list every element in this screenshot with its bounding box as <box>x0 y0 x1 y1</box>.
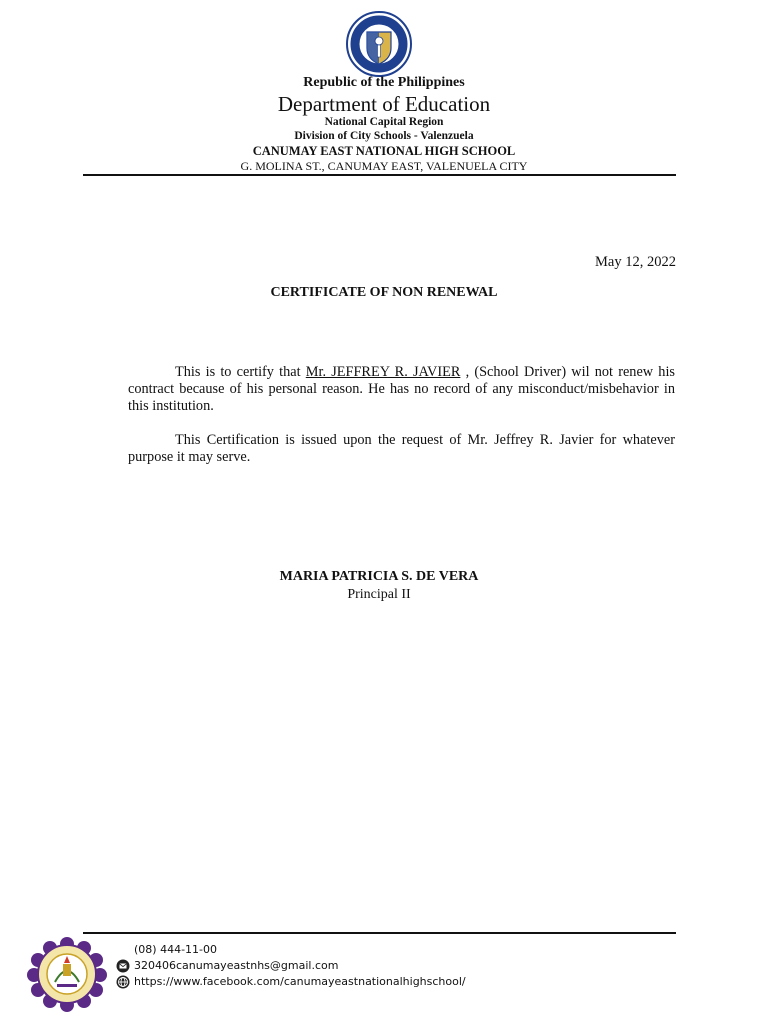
republic-heading: Republic of the Philippines <box>303 75 465 90</box>
employee-name: Mr. JEFFREY R. JAVIER <box>305 364 461 380</box>
region-heading: National Capital Region <box>324 116 444 128</box>
paragraph-text-rest: , (School Driver) wil not renew his contract because of his personal reason. He has no record of any misconduct/misbehavior in this institution. <box>128 364 675 414</box>
email-address[interactable]: 320406canumayeastnhs@gmail.com <box>134 959 339 972</box>
document-title: CERTIFICATE OF NON RENEWAL <box>270 285 498 300</box>
document-date: May 12, 2022 <box>595 254 676 270</box>
school-address: G. MOLINA ST., CANUMAY EAST, VALENUELA CITY <box>240 159 528 173</box>
header-divider <box>83 174 676 176</box>
purpose-paragraph: This Certification is issued upon the request of Mr. Jeffrey R. Javier for whatever purpose it may serve. <box>128 432 675 465</box>
signatory-name: MARIA PATRICIA S. DE VERA <box>279 569 479 584</box>
footer-phone <box>134 942 217 957</box>
footer-divider <box>83 932 676 934</box>
division-heading: Division of City Schools - Valenzuela <box>294 130 474 142</box>
school-name-heading: CANUMAY EAST NATIONAL HIGH SCHOOL <box>252 144 516 158</box>
phone-number: (08) 444-11-00 <box>134 943 218 956</box>
paragraph-text-lead: This is to certify that <box>175 364 306 380</box>
email-icon <box>116 959 130 973</box>
certification-paragraph <box>128 364 675 415</box>
department-heading: Department of Education <box>277 92 491 116</box>
school-logo-icon <box>24 934 110 1014</box>
facebook-link[interactable]: https://www.facebook.com/canumayeastnationalhighschool/ <box>134 975 466 988</box>
deped-seal-icon <box>340 10 418 78</box>
globe-icon <box>116 975 130 989</box>
footer-facebook <box>116 974 466 989</box>
footer-email <box>116 958 338 973</box>
signatory-position: Principal II <box>347 587 411 602</box>
